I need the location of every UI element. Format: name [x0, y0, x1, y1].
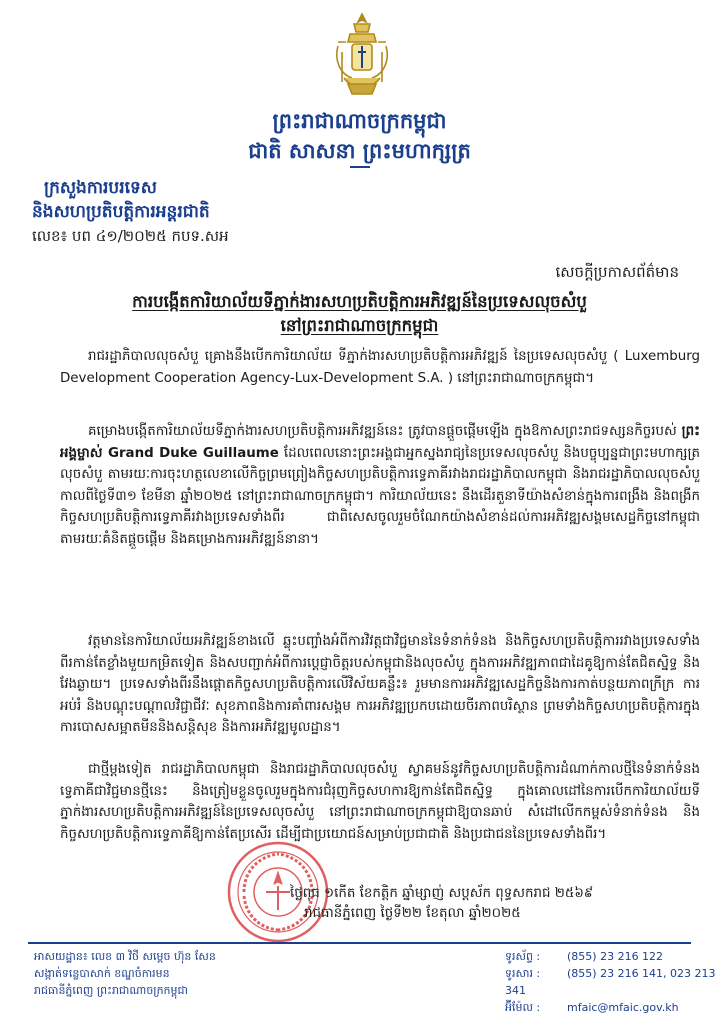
- fax-label: ទូរសារ :: [505, 967, 541, 980]
- phone-row: [505, 948, 719, 965]
- email-label: អ៊ីម៉ែល :: [505, 1001, 541, 1014]
- document-type: សេចក្តីប្រកាសព័ត៌មាន: [555, 263, 679, 281]
- date-block: [290, 884, 593, 924]
- paragraph-3: វត្តមាននៃការិយាល័យអភិវឌ្ឍន៍ខាងលើ ឆ្លុះបញ្ចាំងអំពីការវិវត្តជាវិជ្ជមាននៃទំនាក់ទំនង និងកិច្ចសហប្រតិបត្តិការរវាងប្រទេសទាំងពីរកាន់តែខ្លាំងមួយកម្រិតទៀត និងសបញ្ជាក់អំពីការប្តេជ្ញាចិត្តរបស់កម្ពុជានិងលុចសំបួ ក្នុងការអភិវឌ្ឍភាពជាដៃគូឱ្យកាន់តែជិតស្និទ្ធ និងវែងឆ្ងាយ។ ប្រទេសទាំងពីរនឹងផ្តោតកិច្ចសហប្រតិបត្តិការលើវិស័យគន្លឹះ៖ រួមមានការអភិវឌ្ឍសេដ្ឋកិច្ចនិងការកាត់បន្ថយភាពក្រីក្រ ការអប់រំ និងបណ្តុះបណ្តាលវិជ្ជាជីវៈ សុខភាពនិងការគាំពារសង្គម ការអភិវឌ្ឍប្រកបដោយចីរភាពបរិស្ថាន ព្រមទាំងកិច្ចសហប្រតិបត្តិការក្នុងការបោសសម្អាតមីននិងសន្តិសុខ និងការអភិវឌ្ឍមូលដ្ឋាន។: [60, 634, 700, 735]
- ministry-line-1: ក្រសួងការបរទេស: [44, 178, 157, 198]
- address-line-2: សង្កាត់ទន្លេបាសាក់ ខណ្ឌចំការមន: [34, 967, 170, 980]
- paragraph-2-intro: គម្រោងបង្កើតការិយាល័យទីភ្នាក់ងារសហប្រតិបត្តិការអភិវឌ្ឍន៍នេះ ត្រូវបានផ្តួចផ្តើមឡើង ក្នុងឱកាសព្រះរាជទស្សនកិច្ចរបស់: [88, 424, 682, 439]
- lunar-date: ថ្ងៃពុធ ១កើត ខែកត្តិក ឆ្នាំម្សាញ់ សប្តស័ក ពុទ្ធសករាជ ២៥៦៩: [290, 886, 594, 901]
- footer-contacts: [505, 948, 719, 1016]
- grand-duke-name: ព្រះអង្គម្ចាស់ Grand Duke Guillaume: [60, 424, 700, 461]
- national-motto: ជាតិ សាសនា ព្រះមហាក្សត្រ: [248, 138, 471, 163]
- headline: [30, 290, 689, 338]
- phone-value: (855) 23 216 122: [567, 950, 664, 963]
- address-row-1: [34, 948, 216, 965]
- ministry-name: [32, 176, 210, 224]
- email-row: [505, 999, 719, 1016]
- email-value[interactable]: mfaic@mfaic.gov.kh: [567, 1001, 679, 1014]
- motto-ornament-icon: [350, 166, 370, 168]
- royal-crest-icon: [330, 12, 394, 98]
- gregorian-date: រាជធានីភ្នំពេញ ថ្ងៃទី២២ ខែតុលា ឆ្នាំ២០២៥: [304, 906, 521, 921]
- reference-number: លេខ៖ បព ៤១/២០២៥ កបទ.សអ: [32, 227, 229, 245]
- footer-divider: [28, 942, 691, 944]
- address-line-1: លេខ ៣ វិថី សម្តេច ហ៊ុន សែន: [91, 950, 216, 963]
- fax-row: [505, 965, 719, 999]
- footer-address: [34, 948, 216, 999]
- paragraph-2-rest: ដែលពេលនោះព្រះអង្គជាអ្នកស្នងរាជ្យនៃប្រទេសលុចសំបួ និងបច្ចុប្បន្នជាព្រះមហាក្សត្រលុចសំបួ តាមរយៈការចុះហត្ថលេខាលើកិច្ចព្រមព្រៀងកិច្ចសហប្រតិបត្តិការទ្វេភាគីរវាងរាជរដ្ឋាភិបាលកម្ពុជា និងរាជរដ្ឋាភិបាលលុចសំបួ កាលពីថ្ងៃទី៣១ ខែមីនា ឆ្នាំ២០២៥ នៅព្រះរាជាណាចក្រកម្ពុជា។ ការិយាល័យនេះ នឹងដើរតួនាទីយ៉ាងសំខាន់ក្នុងការពង្រឹង និងពង្រីកកិច្ចសហប្រតិបត្តិការទ្វេភាគីរវាងប្រទេសទាំងពីរ ជាពិសេសចូលរួមចំណែកយ៉ាងសំខាន់ដល់ការអភិវឌ្ឍសង្គមសេដ្ឋកិច្ចនៅកម្ពុជា តាមរយៈគំនិតផ្តួចផ្តើម និងគម្រោងការអភិវឌ្ឍន៍នានា។: [60, 445, 700, 547]
- address-label: អាសយដ្ឋាន៖: [34, 950, 88, 963]
- headline-line-2: នៅព្រះរាជាណាចក្រកម្ពុជា: [280, 316, 439, 335]
- phone-label: ទូរស័ព្ទ :: [505, 950, 541, 963]
- fax-value: (855) 23 216 141, 023 213 341: [505, 967, 716, 997]
- paragraph-2: [60, 421, 700, 550]
- ministry-line-2: និងសហប្រតិបត្តិការអន្តរជាតិ: [32, 202, 210, 222]
- kingdom-title: ព្រះរាជាណាចក្រកម្ពុជា: [272, 108, 447, 133]
- headline-line-1: ការបង្កើតការិយាល័យទីភ្នាក់ងារសហប្រតិបត្តិការអភិវឌ្ឍន៍នៃប្រទេសលុចសំបួ: [132, 292, 587, 311]
- address-line-3: រាជធានីភ្នំពេញ ព្រះរាជាណាចក្រកម្ពុជា: [34, 984, 188, 997]
- paragraph-4: ជាថ្មីម្តងទៀត រាជរដ្ឋាភិបាលកម្ពុជា និងរាជរដ្ឋាភិបាលលុចសំបួ ស្វាគមន៍នូវកិច្ចសហប្រតិបត្តិការដំណាក់កាលថ្មីនៃទំនាក់ទំនងទ្វេភាគីជាវិជ្ជមានថ្មីនេះ និងត្រៀមខ្លួនចូលរួមក្នុងការជំរុញកិច្ចសហការឱ្យកាន់តែជិតស្និទ្ធ ក្នុងគោលដៅនៃការបើកការិយាល័យទីភ្នាក់ងារសហប្រតិបត្តិការអភិវឌ្ឍន៍នៃប្រទេសលុចសំបួ នៅព្រះរាជាណាចក្រកម្ពុជាឱ្យបានឆាប់ សំដៅលើកកម្ពស់ទំនាក់ទំនង និងកិច្ចសហប្រតិបត្តិការទ្វេភាគីឱ្យកាន់តែប្រសើរ ដើម្បីជាប្រយោជន៍សម្រាប់ប្រជាជាតិ និងប្រជាជននៃប្រទេសទាំងពីរ។: [60, 762, 700, 842]
- paragraph-1: រាជរដ្ឋាភិបាលលុចសំបួ គ្រោងនឹងបើកការិយាល័យ ទីភ្នាក់ងារសហប្រតិបត្តិការអភិវឌ្ឍន៍ នៃប្រទេសលុចសំបួ ( Luxemburg Development Cooperation Agency-Lux-Development S.A. ) នៅព្រះរាជាណាចក្រកម្ពុជា។: [60, 349, 700, 386]
